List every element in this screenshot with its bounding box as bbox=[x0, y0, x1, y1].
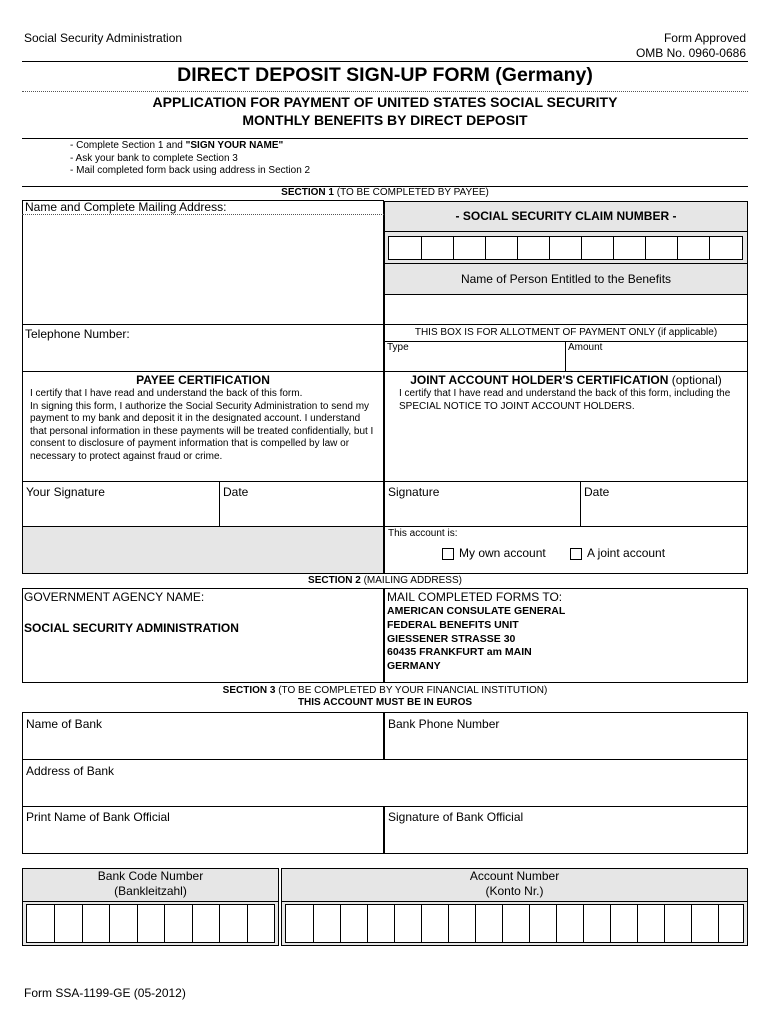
allotment-type-label: Type bbox=[387, 342, 409, 353]
payee-certification-text: I certify that I have read and understand the back of this form. In signing this form, I authorize the Social Security Administration to send my payment to my bank and deposit it in the designated account. I understand that personal information in these payments will be treated confidentially, but I consent to disclosure of payment information that is compelled by law or necessary to protect against fraud or crime. bbox=[30, 388, 374, 462]
bank-name-label: Name of Bank bbox=[26, 717, 103, 731]
government-agency-label: GOVERNMENT AGENCY NAME: bbox=[24, 590, 205, 604]
payee-certification-title: PAYEE CERTIFICATION bbox=[136, 373, 270, 387]
subtitle-line-1: APPLICATION FOR PAYMENT OF UNITED STATES SOCIAL SECURITY bbox=[152, 94, 618, 110]
omb-number: OMB No. 0960-0686 bbox=[635, 46, 746, 60]
claim-number-label: - SOCIAL SECURITY CLAIM NUMBER - bbox=[455, 209, 677, 223]
mailing-address-label-rule bbox=[22, 214, 384, 215]
account-number-label-2: (Konto Nr.) bbox=[485, 884, 544, 898]
joint-account-label: A joint account bbox=[587, 546, 666, 560]
government-agency-value: SOCIAL SECURITY ADMINISTRATION bbox=[24, 621, 239, 635]
own-account-checkbox[interactable] bbox=[442, 548, 454, 560]
consulate-address: AMERICAN CONSULATE GENERAL FEDERAL BENEFITS UNIT GIESSENER STRASSE 30 60435 FRANKFURT am MAIN GERMANY bbox=[387, 605, 566, 673]
mail-forms-label: MAIL COMPLETED FORMS TO: bbox=[387, 590, 563, 604]
allotment-amount-label: Amount bbox=[568, 342, 603, 353]
section-3-heading: SECTION 3 (TO BE COMPLETED BY YOUR FINANCIAL INSTITUTION) bbox=[222, 685, 548, 696]
section-1-heading: SECTION 1 (TO BE COMPLETED BY PAYEE) bbox=[281, 187, 489, 198]
bank-official-name-label: Print Name of Bank Official bbox=[26, 810, 170, 824]
instruction-1: - Complete Section 1 and "SIGN YOUR NAME" bbox=[70, 140, 284, 151]
joint-certification-title: JOINT ACCOUNT HOLDER'S CERTIFICATION (optional) bbox=[410, 373, 722, 387]
joint-date-label: Date bbox=[584, 485, 610, 499]
mailing-address-field[interactable] bbox=[22, 200, 384, 325]
header-rule bbox=[22, 61, 748, 62]
euros-note: THIS ACCOUNT MUST BE IN EUROS bbox=[297, 697, 473, 708]
joint-signature-label: Signature bbox=[388, 485, 440, 499]
account-type-spacer bbox=[22, 526, 384, 574]
allotment-label: THIS BOX IS FOR ALLOTMENT OF PAYMENT ONLY (if applicable) bbox=[414, 327, 718, 338]
account-number-cells[interactable] bbox=[285, 904, 744, 943]
form-title: DIRECT DEPOSIT SIGN-UP FORM (Germany) bbox=[177, 64, 593, 86]
claim-number-cells[interactable] bbox=[388, 236, 743, 260]
your-signature-label: Your Signature bbox=[26, 485, 105, 499]
account-type-label: This account is: bbox=[388, 528, 458, 539]
allotment-type-field[interactable] bbox=[384, 341, 565, 372]
instruction-3: - Mail completed form back using address in Section 2 bbox=[70, 165, 311, 176]
subtitle-rule bbox=[22, 138, 748, 139]
bank-address-field[interactable] bbox=[22, 759, 748, 807]
bank-official-signature-label: Signature of Bank Official bbox=[388, 810, 524, 824]
form-approved: Form Approved bbox=[663, 31, 746, 45]
subtitle-line-2: MONTHLY BENEFITS BY DIRECT DEPOSIT bbox=[242, 112, 528, 128]
instruction-2: - Ask your bank to complete Section 3 bbox=[70, 153, 238, 164]
telephone-label: Telephone Number: bbox=[25, 327, 130, 341]
bank-address-label: Address of Bank bbox=[26, 764, 115, 778]
form-id: Form SSA-1199-GE (05-2012) bbox=[24, 986, 186, 1000]
allotment-amount-field[interactable] bbox=[565, 341, 748, 372]
joint-certification-text: I certify that I have read and understand the back of this form, including the SPECIAL NOTICE TO JOINT ACCOUNT HOLDERS. bbox=[399, 388, 731, 412]
account-number-label-1: Account Number bbox=[469, 869, 560, 883]
bank-code-label-2: (Bankleitzahl) bbox=[114, 884, 187, 898]
joint-account-checkbox[interactable] bbox=[570, 548, 582, 560]
own-account-label: My own account bbox=[459, 546, 546, 560]
bank-phone-label: Bank Phone Number bbox=[388, 717, 500, 731]
payee-date-label: Date bbox=[223, 485, 249, 499]
section-2-heading: SECTION 2 (MAILING ADDRESS) bbox=[308, 575, 462, 586]
agency-name: Social Security Administration bbox=[24, 31, 183, 45]
bank-code-label-1: Bank Code Number bbox=[97, 869, 204, 883]
title-rule bbox=[22, 91, 748, 92]
entitled-name-label: Name of Person Entitled to the Benefits bbox=[460, 272, 672, 286]
entitled-name-field[interactable] bbox=[384, 294, 748, 325]
mailing-address-label: Name and Complete Mailing Address: bbox=[25, 200, 227, 214]
bank-code-cells[interactable] bbox=[26, 904, 275, 943]
